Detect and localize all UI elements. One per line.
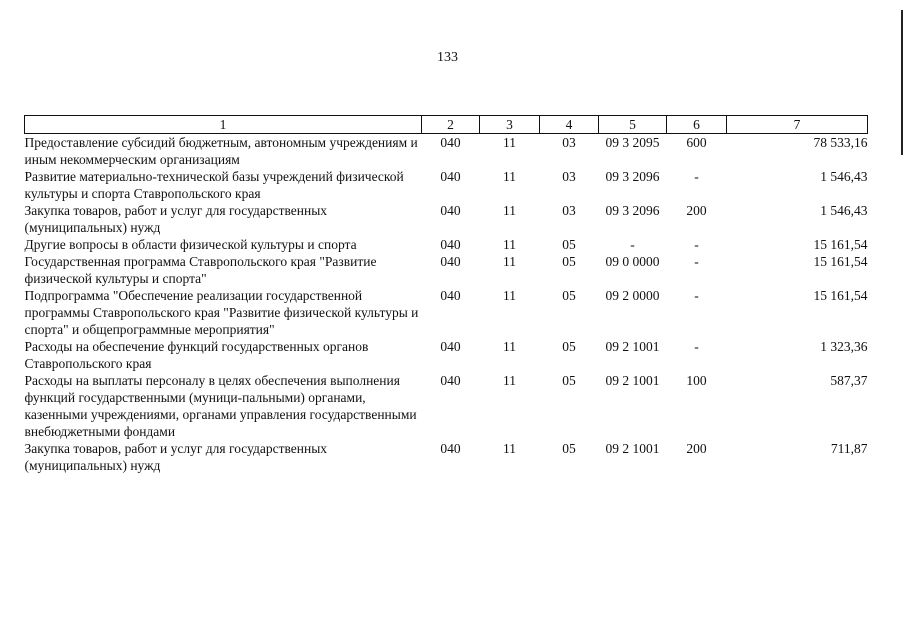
expense-type-code: - xyxy=(694,237,699,252)
expense-type-code: - xyxy=(694,254,699,269)
column-header: 6 xyxy=(667,116,727,134)
item-name: Предоставление субсидий бюджетным, автономным учреждениям и иным некоммерческим организациям xyxy=(24,135,418,167)
target-article-code: 09 0 0000 xyxy=(605,254,660,269)
table-row xyxy=(25,236,868,253)
section-code: 11 xyxy=(503,237,516,252)
ministry-code: 040 xyxy=(440,339,461,354)
table-row xyxy=(25,168,868,202)
table-row xyxy=(25,372,868,440)
column-header: 4 xyxy=(540,116,599,134)
section-code: 11 xyxy=(503,169,516,184)
subsection-code: 05 xyxy=(562,237,576,252)
ministry-code: 040 xyxy=(440,135,461,150)
target-article-code: 09 3 2096 xyxy=(605,203,660,218)
column-header: 5 xyxy=(599,116,667,134)
item-name: Расходы на выплаты персоналу в целях обеспечения выполнения функций государственными (муници-пальными) органами, казенными учреждениями, органами управления государственными внебюджетными фондами xyxy=(24,373,417,439)
header-row xyxy=(25,116,868,134)
ministry-code: 040 xyxy=(440,373,461,388)
expense-type-code: 200 xyxy=(686,203,707,218)
section-code: 11 xyxy=(503,135,516,150)
ministry-code: 040 xyxy=(440,169,461,184)
section-code: 11 xyxy=(503,203,516,218)
expense-type-code: 200 xyxy=(686,441,707,456)
item-name: Государственная программа Ставропольского края "Развитие физической культуры и спорта" xyxy=(24,254,377,286)
amount: 1 546,43 xyxy=(820,169,868,184)
budget-table xyxy=(24,115,868,474)
target-article-code: 09 2 1001 xyxy=(605,373,660,388)
item-name: Закупка товаров, работ и услуг для государственных (муниципальных) нужд xyxy=(24,203,328,235)
amount: 587,37 xyxy=(830,373,868,388)
amount: 78 533,16 xyxy=(813,135,868,150)
table-row xyxy=(25,287,868,338)
subsection-code: 05 xyxy=(562,254,576,269)
target-article-code: 09 2 1001 xyxy=(605,339,660,354)
item-name: Подпрограмма "Обеспечение реализации государственной программы Ставропольского края "Развитие физической культуры и спорта" и общепрограммные мероприятия" xyxy=(24,288,419,337)
amount: 1 546,43 xyxy=(820,203,868,218)
item-name: Закупка товаров, работ и услуг для государственных (муниципальных) нужд xyxy=(24,441,328,473)
expense-type-code: 100 xyxy=(686,373,707,388)
target-article-code: 09 3 2096 xyxy=(605,169,660,184)
item-name: Другие вопросы в области физической культуры и спорта xyxy=(24,237,357,252)
expense-type-code: 600 xyxy=(686,135,707,150)
section-code: 11 xyxy=(503,254,516,269)
subsection-code: 03 xyxy=(562,169,576,184)
column-header: 3 xyxy=(480,116,540,134)
subsection-code: 05 xyxy=(562,339,576,354)
target-article-code: 09 2 0000 xyxy=(605,288,660,303)
ministry-code: 040 xyxy=(440,288,461,303)
subsection-code: 03 xyxy=(562,135,576,150)
item-name: Расходы на обеспечение функций государственных органов Ставропольского края xyxy=(24,339,369,371)
subsection-code: 03 xyxy=(562,203,576,218)
ministry-code: 040 xyxy=(440,237,461,252)
amount: 15 161,54 xyxy=(813,237,868,252)
item-name: Развитие материально-технической базы учреждений физической культуры и спорта Ставропольского края xyxy=(24,169,404,201)
target-article-code: 09 3 2095 xyxy=(605,135,660,150)
ministry-code: 040 xyxy=(440,254,461,269)
table-header xyxy=(25,116,868,134)
section-code: 11 xyxy=(503,441,516,456)
page-edge-line xyxy=(901,10,903,155)
table-row xyxy=(25,134,868,169)
amount: 711,87 xyxy=(830,441,868,456)
target-article-code: - xyxy=(630,237,635,252)
ministry-code: 040 xyxy=(440,203,461,218)
expense-type-code: - xyxy=(694,169,699,184)
section-code: 11 xyxy=(503,288,516,303)
table-row xyxy=(25,338,868,372)
column-header: 7 xyxy=(727,116,868,134)
amount: 15 161,54 xyxy=(813,288,868,303)
ministry-code: 040 xyxy=(440,441,461,456)
section-code: 11 xyxy=(503,339,516,354)
target-article-code: 09 2 1001 xyxy=(605,441,660,456)
subsection-code: 05 xyxy=(562,373,576,388)
table-body xyxy=(25,134,868,475)
section-code: 11 xyxy=(503,373,516,388)
amount: 1 323,36 xyxy=(820,339,868,354)
subsection-code: 05 xyxy=(562,441,576,456)
table-row xyxy=(25,202,868,236)
amount: 15 161,54 xyxy=(813,254,868,269)
expense-type-code: - xyxy=(694,339,699,354)
column-header: 1 xyxy=(25,116,422,134)
expense-type-code: - xyxy=(694,288,699,303)
column-header: 2 xyxy=(422,116,480,134)
page-number: 133 xyxy=(437,50,458,65)
table-row xyxy=(25,253,868,287)
subsection-code: 05 xyxy=(562,288,576,303)
table-row xyxy=(25,440,868,474)
